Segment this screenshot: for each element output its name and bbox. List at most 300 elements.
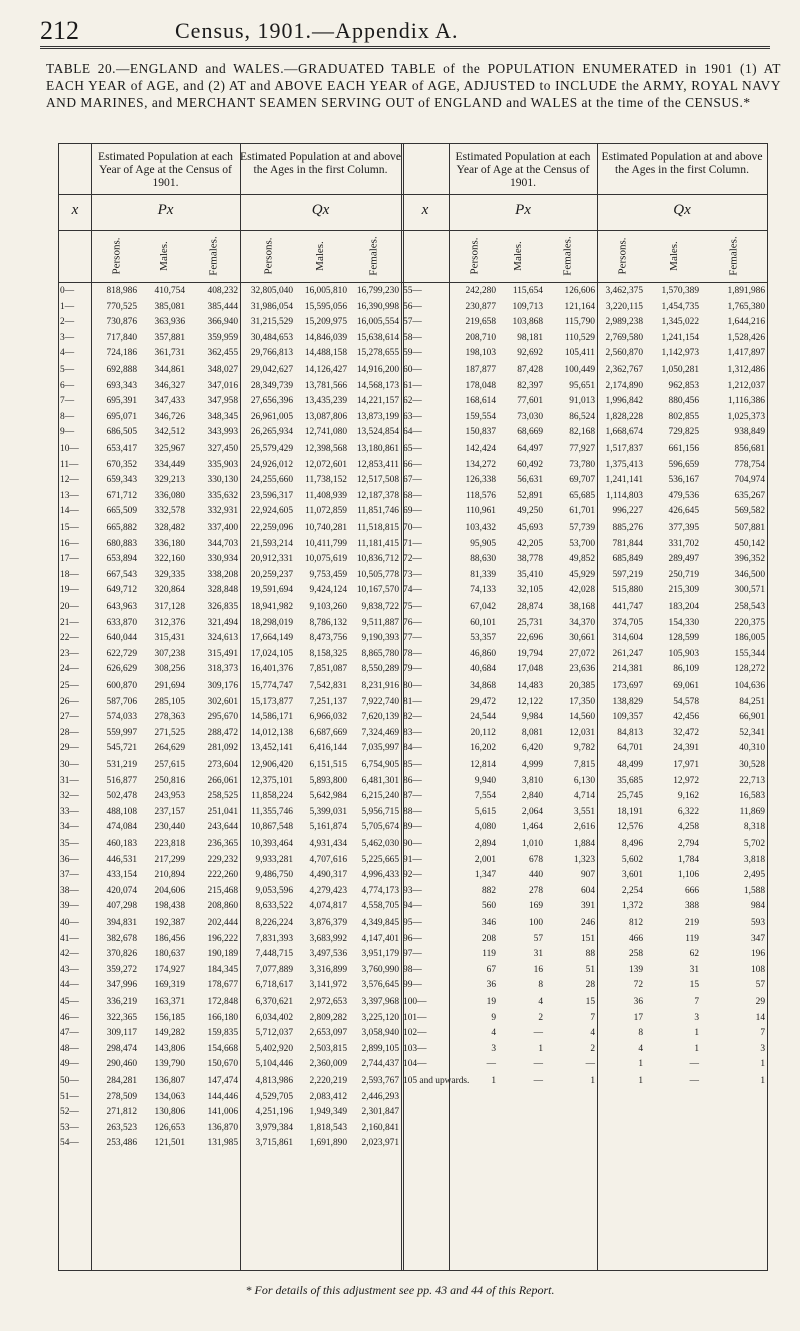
males-at-age: 243,953 [154, 791, 185, 801]
table-row [59, 1136, 767, 1152]
females-at-age: 328,848 [207, 585, 238, 595]
males-at-age: 77,601 [517, 396, 543, 406]
males-at-above: 9,424,124 [309, 585, 347, 595]
males-at-age: 312,376 [154, 617, 185, 628]
table-row [59, 537, 767, 553]
table-row [59, 978, 767, 994]
px-header-left: Estimated Population at each Year of Age at the Census of 1901. [98, 150, 233, 189]
females-at-age: 344,703 [207, 538, 238, 549]
persons-at-age: 16,202 [470, 743, 496, 753]
females-at-above: 220,375 [734, 617, 765, 628]
table-row [59, 363, 767, 379]
age-label: 50— [60, 1076, 79, 1086]
females-at-age: 391 [580, 901, 595, 911]
age-label: 82— [403, 712, 422, 722]
males-at-age: 1,464 [521, 822, 543, 832]
persons-at-age: 882 [481, 885, 496, 896]
persons-at-above: 14,586,171 [250, 712, 293, 722]
males-at-age: 136,807 [154, 1076, 185, 1086]
column-header-persons: Persons. [262, 237, 275, 275]
table-row [59, 473, 767, 489]
age-label: 31— [60, 775, 79, 786]
age-label: 46— [60, 1012, 79, 1023]
persons-at-age: 24,544 [470, 712, 496, 722]
table-row [59, 489, 767, 505]
females-at-age: 7 [590, 1012, 595, 1023]
persons-at-above: 25,745 [617, 791, 643, 801]
age-label: 4— [60, 348, 75, 358]
females-at-age: 151 [580, 933, 595, 944]
males-at-above: — [689, 1076, 699, 1086]
age-label: 29— [60, 743, 79, 753]
table-row [59, 1011, 767, 1027]
persons-at-above: 6,718,617 [255, 980, 293, 990]
females-at-above: 7,922,740 [361, 696, 399, 707]
persons-at-above: 2,174,890 [605, 380, 643, 391]
row-group [59, 284, 767, 363]
age-label: 14— [60, 506, 79, 516]
persons-at-age: 770,525 [106, 301, 137, 312]
females-at-above: 2,744,437 [361, 1059, 399, 1069]
table-body [59, 284, 767, 1153]
persons-at-above: 1,517,837 [605, 444, 643, 454]
females-at-age: 295,670 [207, 712, 238, 722]
males-at-age: 278 [528, 885, 543, 896]
persons-at-above: 1,375,413 [605, 459, 643, 470]
table-row [59, 884, 767, 900]
age-label: 60— [403, 365, 422, 375]
persons-at-above: 4,251,196 [255, 1107, 293, 1117]
age-label: 101— [403, 1012, 427, 1023]
females-at-above: 1 [760, 1059, 765, 1069]
males-at-age: 134,063 [154, 1091, 185, 1102]
males-at-above: 666 [684, 885, 699, 896]
age-label: 9— [60, 427, 75, 437]
males-at-above: 3,497,536 [309, 949, 347, 959]
persons-at-above: 18,941,982 [250, 602, 293, 612]
males-at-age: 139,790 [154, 1059, 185, 1069]
age-label: 21— [60, 617, 79, 628]
table-row [59, 300, 767, 316]
males-at-age: 109,713 [512, 301, 543, 312]
age-label: 23— [60, 648, 79, 659]
males-at-age: 334,449 [154, 459, 185, 470]
males-at-above: 2,083,412 [309, 1091, 347, 1102]
females-at-age: 243,644 [207, 822, 238, 832]
females-at-age: 362,455 [207, 348, 238, 358]
males-at-above: 15,595,056 [304, 301, 347, 312]
females-at-above: 186,005 [734, 633, 765, 643]
females-at-age: 136,870 [207, 1122, 238, 1133]
females-at-age: 115,790 [564, 317, 595, 327]
persons-at-above: 7,448,715 [255, 949, 293, 959]
persons-at-above: 6,034,402 [255, 1012, 293, 1023]
persons-at-age: 219,658 [465, 317, 496, 327]
column-header-persons: Persons. [468, 237, 481, 275]
females-at-above: 29 [755, 997, 765, 1007]
males-at-above: 2,794 [677, 839, 699, 849]
age-label: 87— [403, 791, 422, 801]
females-at-above: 7 [760, 1028, 765, 1038]
table-row [59, 932, 767, 948]
females-at-above: 1,644,216 [727, 317, 765, 327]
age-label: 92— [403, 870, 422, 880]
table-row [59, 789, 767, 805]
females-at-above: 3,818 [743, 854, 765, 865]
persons-at-above: 1 [638, 1076, 643, 1086]
males-at-above: 9,753,459 [309, 569, 347, 580]
females-at-age: 105,411 [564, 348, 595, 358]
persons-at-above: 515,880 [612, 585, 643, 595]
males-at-age: 361,731 [154, 348, 185, 358]
males-at-above: 1,345,022 [661, 317, 699, 327]
males-at-above: 729,825 [668, 427, 699, 437]
persons-at-above: 1,241,141 [605, 475, 643, 485]
females-at-above: 13,873,199 [356, 411, 399, 422]
page-number: 212 [40, 16, 79, 45]
males-at-age: 210,894 [154, 870, 185, 880]
males-at-age: 17,048 [517, 664, 543, 674]
age-label: 51— [60, 1091, 79, 1102]
females-at-age: 51 [585, 964, 595, 975]
females-at-age: 49,852 [569, 554, 595, 564]
females-at-age: 131,985 [207, 1138, 238, 1148]
females-at-above: 3 [760, 1043, 765, 1054]
males-at-age: 12,122 [517, 696, 543, 707]
males-at-above: 14,126,427 [304, 365, 347, 375]
females-at-above: 1,765,380 [727, 301, 765, 312]
persons-at-above: 2,769,580 [605, 332, 643, 343]
persons-at-above: 3,601 [621, 870, 643, 880]
table-row [59, 1121, 767, 1137]
males-at-age: 28,874 [517, 602, 543, 612]
males-at-age: 230,440 [154, 822, 185, 832]
persons-at-age: 309,117 [106, 1028, 137, 1038]
females-at-above: 3,225,120 [361, 1012, 399, 1023]
males-at-above: 9,103,260 [309, 602, 347, 612]
persons-at-above: 35,685 [617, 775, 643, 786]
males-at-age: — [533, 1059, 543, 1069]
table-row [59, 710, 767, 726]
males-at-age: 336,080 [154, 490, 185, 501]
footnote: * For details of this adjustment see pp. 43 and 44 of this Report. [245, 1283, 555, 1297]
females-at-above: 258,543 [734, 602, 765, 612]
females-at-above: 52,341 [739, 727, 765, 738]
table-row [59, 947, 767, 963]
column-header-persons: Persons. [110, 237, 123, 275]
males-at-above: 5,893,800 [309, 775, 347, 786]
column-header-males: Males. [158, 241, 171, 271]
age-label: 71— [403, 538, 422, 549]
table-row [59, 774, 767, 790]
persons-at-age: 659,343 [106, 475, 137, 485]
age-label: 68— [403, 490, 422, 501]
persons-at-age: 640,044 [106, 633, 137, 643]
males-at-above: 6,416,144 [309, 743, 347, 753]
females-at-age: 229,232 [207, 854, 238, 865]
females-at-above: 30,528 [739, 760, 765, 770]
table-row [59, 504, 767, 520]
males-at-above: 86,109 [673, 664, 699, 674]
males-at-above: 6,966,032 [309, 712, 347, 722]
persons-at-age: 290,460 [106, 1059, 137, 1069]
females-at-age: 126,606 [564, 286, 595, 296]
age-label: 75— [403, 602, 422, 612]
females-at-age: 121,164 [564, 301, 595, 312]
males-at-above: 2,653,097 [309, 1028, 347, 1038]
persons-at-above: 30,484,653 [250, 332, 293, 343]
males-at-above: 5,399,031 [309, 806, 347, 817]
males-at-above: 1,818,543 [309, 1122, 347, 1133]
males-at-age: 4,999 [521, 760, 543, 770]
persons-at-above: 29,042,627 [250, 365, 293, 375]
females-at-above: 5,702 [743, 839, 765, 849]
persons-at-above: 781,844 [612, 538, 643, 549]
persons-at-age: 474,084 [106, 822, 137, 832]
females-at-above: 12,853,411 [357, 459, 399, 470]
females-at-age: 100,449 [564, 365, 595, 375]
males-at-above: 17,971 [673, 760, 699, 770]
males-at-age: 19,794 [517, 648, 543, 659]
females-at-above: 16,005,554 [356, 317, 399, 327]
females-at-age: 88 [585, 949, 595, 959]
table-row [59, 583, 767, 599]
males-at-above: 128,599 [668, 633, 699, 643]
persons-at-age: 4,080 [474, 822, 496, 832]
males-at-age: 1 [538, 1043, 543, 1054]
persons-at-age: 680,883 [106, 538, 137, 549]
males-at-age: 336,180 [154, 538, 185, 549]
px-symbol-right: Px [515, 202, 531, 218]
persons-at-age: 516,877 [106, 775, 137, 786]
age-label: 93— [403, 885, 422, 896]
age-label: 98— [403, 964, 422, 975]
females-at-age: 315,491 [207, 648, 238, 659]
age-label: 55— [403, 286, 422, 296]
males-at-above: 962,853 [668, 380, 699, 391]
males-at-age: 143,806 [154, 1043, 185, 1054]
persons-at-above: 8,226,224 [255, 918, 293, 928]
males-at-age: 363,936 [154, 317, 185, 327]
females-at-age: 65,685 [569, 490, 595, 501]
age-label: 97— [403, 949, 422, 959]
males-at-age: 42,205 [517, 538, 543, 549]
age-label: 19— [60, 585, 79, 595]
females-at-age: 236,365 [207, 839, 238, 849]
table-row [59, 379, 767, 395]
females-at-above: 66,901 [739, 712, 765, 722]
males-at-age: 278,363 [154, 712, 185, 722]
persons-at-age: 649,712 [106, 585, 137, 595]
persons-at-above: 9,933,281 [255, 854, 293, 865]
males-at-age: 121,501 [154, 1138, 185, 1148]
females-at-above: 1,417,897 [727, 348, 765, 358]
age-label: 83— [403, 727, 422, 738]
age-label: 59— [403, 348, 422, 358]
row-group [59, 916, 767, 995]
persons-at-above: 4,529,705 [255, 1091, 293, 1102]
females-at-above: 14,221,157 [356, 396, 399, 406]
males-at-above: 880,456 [668, 396, 699, 406]
persons-at-above: 314,604 [612, 633, 643, 643]
males-at-age: 130,806 [154, 1107, 185, 1117]
table-row [59, 758, 767, 774]
persons-at-above: 15,774,747 [250, 681, 293, 691]
males-at-above: 105,903 [668, 648, 699, 659]
females-at-age: 2 [590, 1043, 595, 1054]
persons-at-age: 81,339 [470, 569, 496, 580]
females-at-age: 208,860 [207, 901, 238, 911]
males-at-age: 410,754 [154, 286, 185, 296]
females-at-above: 2,495 [743, 870, 765, 880]
males-at-age: 14,483 [517, 681, 543, 691]
persons-at-above: 258 [628, 949, 643, 959]
males-at-above: 15 [689, 980, 699, 990]
age-label: 84— [403, 743, 422, 753]
males-at-above: 1,691,890 [309, 1138, 347, 1148]
females-at-above: 2,899,105 [361, 1043, 399, 1054]
males-at-age: 320,864 [154, 585, 185, 595]
males-at-age: 329,335 [154, 569, 185, 580]
females-at-age: 408,232 [207, 286, 238, 296]
males-at-age: 3,810 [521, 775, 543, 786]
males-at-above: 2,809,282 [309, 1012, 347, 1023]
age-label: 33— [60, 806, 79, 817]
males-at-above: 8,473,756 [309, 633, 347, 643]
persons-at-above: 17,664,149 [250, 633, 293, 643]
px-header-right: Estimated Population at each Year of Age at the Census of 1901. [455, 150, 591, 189]
females-at-above: 8,318 [743, 822, 765, 832]
age-label: 89— [403, 822, 422, 832]
females-at-above: 3,760,990 [361, 964, 399, 975]
column-header-males: Males. [314, 241, 327, 271]
persons-at-age: 670,352 [106, 459, 137, 470]
persons-at-above: 9,053,596 [255, 885, 293, 896]
persons-at-above: 3,715,861 [255, 1138, 293, 1148]
census-table [58, 143, 768, 1271]
females-at-above: 4,774,173 [361, 885, 399, 896]
age-label: 36— [60, 854, 79, 865]
females-at-above: 10,167,570 [356, 585, 399, 595]
column-header-males: Males. [512, 241, 525, 271]
age-label: 48— [60, 1043, 79, 1054]
persons-at-age: 382,678 [106, 933, 137, 944]
px-symbol-left: Px [157, 202, 174, 218]
persons-at-age: 587,706 [106, 696, 137, 707]
females-at-age: 330,934 [207, 554, 238, 564]
males-at-age: 57 [533, 933, 543, 944]
males-at-age: 82,397 [517, 380, 543, 391]
females-at-age: 324,613 [207, 633, 238, 643]
age-label: 72— [403, 554, 422, 564]
persons-at-above: 23,596,317 [250, 490, 293, 501]
females-at-age: 91,013 [569, 396, 595, 406]
females-at-age: 147,474 [207, 1076, 238, 1086]
males-at-above: 13,781,566 [304, 380, 347, 391]
table-row [59, 837, 767, 853]
females-at-above: 104,636 [734, 681, 765, 691]
females-at-above: 22,713 [739, 775, 765, 786]
females-at-above: 4,147,401 [361, 933, 399, 944]
persons-at-above: 8,496 [621, 839, 643, 849]
table-row [59, 805, 767, 821]
age-label: 25— [60, 681, 79, 691]
males-at-age: 38,778 [517, 554, 543, 564]
age-label: 69— [403, 506, 422, 516]
persons-at-above: 21,593,214 [250, 538, 293, 549]
males-at-above: 3,876,379 [309, 918, 347, 928]
table-row [59, 410, 767, 426]
persons-at-age: 284,281 [106, 1076, 137, 1086]
males-at-age: 204,606 [154, 885, 185, 896]
females-at-age: 302,601 [207, 696, 238, 707]
females-at-age: 141,006 [207, 1107, 238, 1117]
persons-at-above: 885,276 [612, 523, 643, 533]
males-at-above: 62 [689, 949, 699, 959]
persons-at-age: 502,478 [106, 791, 137, 801]
age-label: 40— [60, 918, 79, 928]
persons-at-above: 4 [638, 1043, 643, 1054]
males-at-above: 215,309 [668, 585, 699, 595]
females-at-above: 1 [760, 1076, 765, 1086]
females-at-age: 86,524 [569, 411, 595, 422]
females-at-age: 335,632 [207, 490, 238, 501]
table-row [59, 568, 767, 584]
males-at-age: 16 [533, 964, 543, 975]
males-at-above: 1,142,973 [661, 348, 699, 358]
males-at-age: 328,482 [154, 523, 185, 533]
row-group [59, 521, 767, 600]
table-row [59, 741, 767, 757]
males-at-above: 3,683,992 [309, 933, 347, 944]
females-at-above: 5,462,030 [361, 839, 399, 849]
females-at-age: 30,661 [569, 633, 595, 643]
persons-at-above: 1 [638, 1059, 643, 1069]
persons-at-age: 2,894 [474, 839, 496, 849]
females-at-age: 53,700 [569, 538, 595, 549]
males-at-age: 9,984 [521, 712, 543, 722]
persons-at-age: 488,108 [106, 806, 137, 817]
row-group [59, 758, 767, 837]
males-at-above: 183,204 [668, 602, 699, 612]
males-at-age: 126,653 [154, 1122, 185, 1133]
males-at-age: 1,010 [521, 839, 543, 849]
males-at-age: 56,631 [517, 475, 543, 485]
persons-at-age: 150,837 [465, 427, 496, 437]
males-at-age: 237,157 [154, 806, 185, 817]
males-at-above: 69,061 [673, 681, 699, 691]
males-at-above: 12,072,601 [304, 459, 347, 470]
males-at-above: 13,087,806 [304, 411, 347, 422]
persons-at-age: 574,033 [106, 712, 137, 722]
females-at-age: 1 [590, 1076, 595, 1086]
table-row [59, 346, 767, 362]
persons-at-above: 26,265,934 [250, 427, 293, 437]
females-at-age: 222,260 [207, 870, 238, 880]
females-at-age: 14,560 [569, 712, 595, 722]
persons-at-above: 109,357 [612, 712, 643, 722]
qx-symbol-left: Qx [311, 202, 330, 218]
persons-at-age: 74,133 [470, 585, 496, 595]
males-at-above: 479,536 [668, 490, 699, 501]
females-at-above: 778,754 [734, 459, 765, 470]
females-at-above: 15,638,614 [356, 332, 399, 343]
females-at-above: 11,181,415 [357, 538, 399, 549]
persons-at-age: 347,996 [106, 980, 137, 990]
males-at-age: 307,238 [154, 648, 185, 659]
females-at-above: 7,035,997 [361, 743, 399, 753]
males-at-age: 100 [528, 918, 543, 928]
